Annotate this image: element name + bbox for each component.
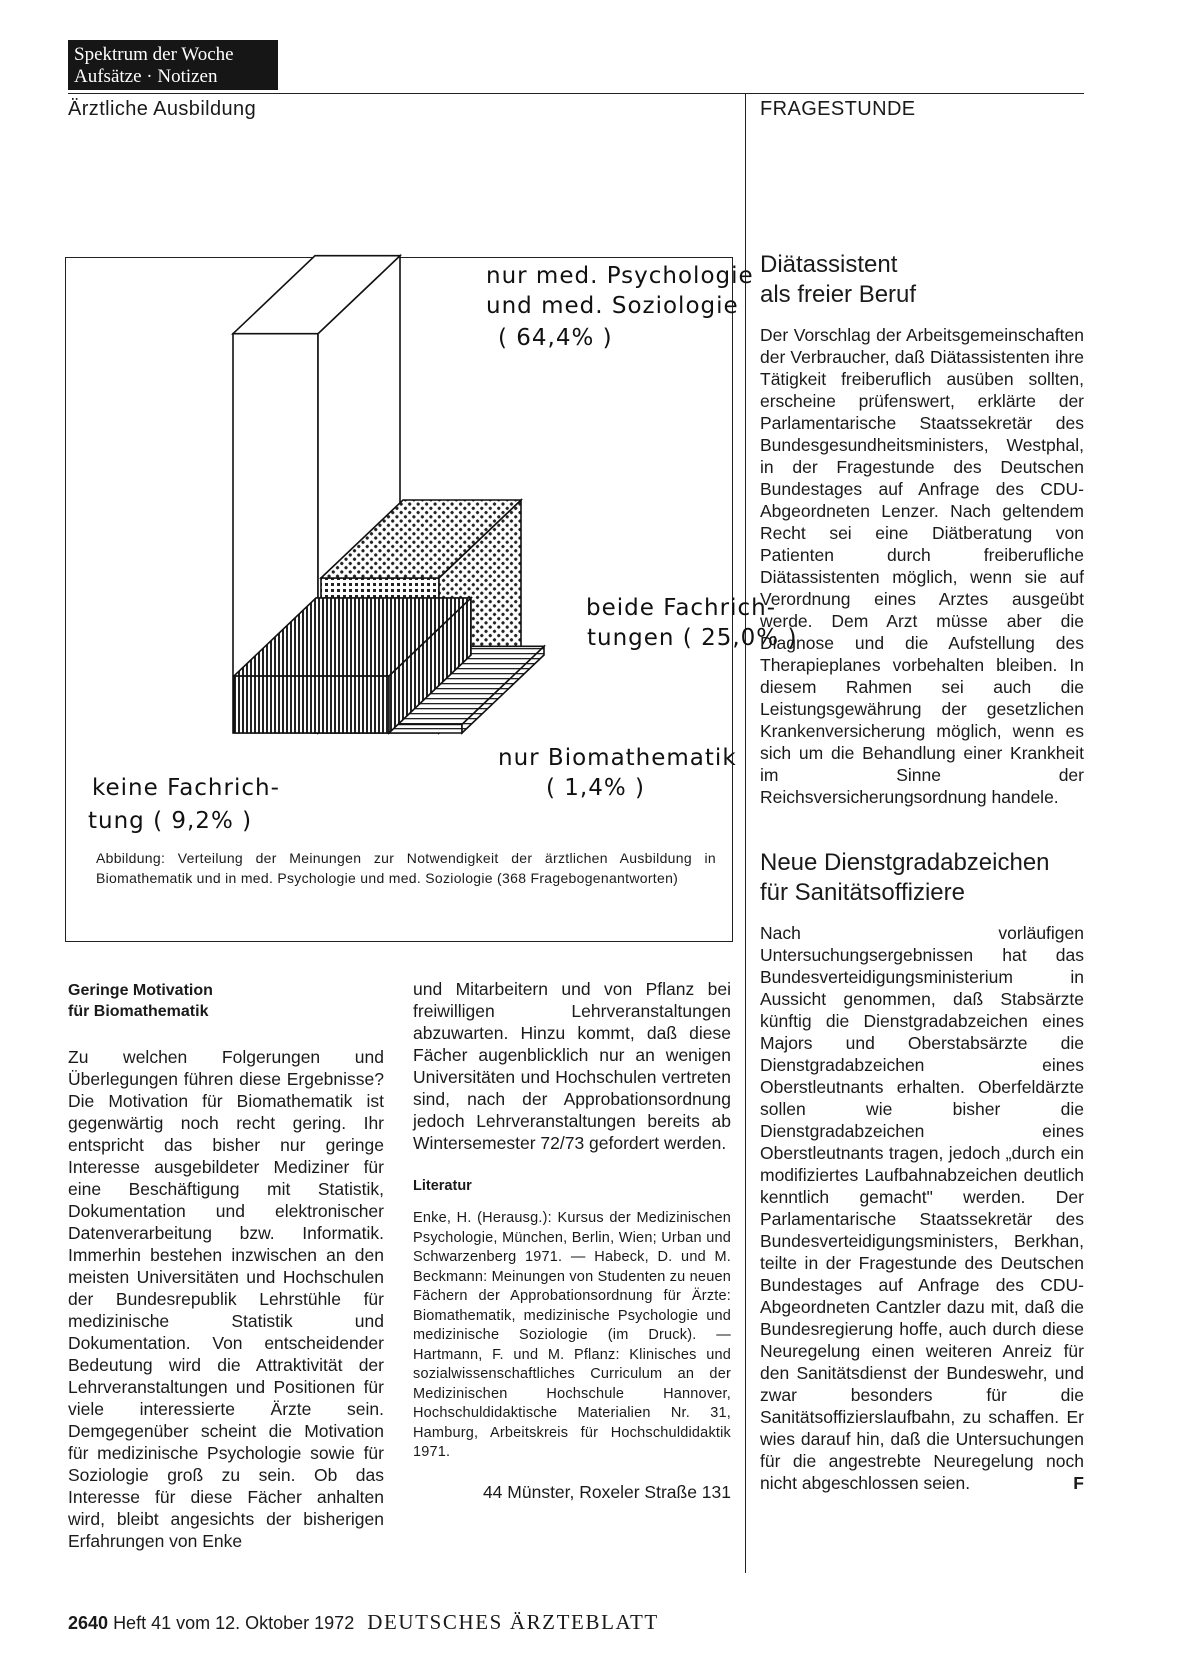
fragestunde-column <box>760 250 1084 1494</box>
label-bio-1: nur Biomathematik <box>498 745 737 771</box>
subheading-line-1: Geringe Motivation <box>68 982 213 999</box>
heading-diaetassistent-1: Diätassistent <box>760 251 898 278</box>
label-keine-2: tung ( 9,2% ) <box>88 808 253 834</box>
bar-keine-fachrichtung-front <box>234 676 389 733</box>
article-middle-body: und Mitarbeitern und von Pflanz bei freiwilligen Lehrveranstaltungen abzuwarten. Hinzu kommt, daß diese Fächer augenblicklich nur an wenigen Universitäten und Hochschulen vertreten sind, nach der Approbationsordnung jedoch Lehrveranstaltungen bereits ab Wintersemester 72/73 gefordert werden. <box>413 979 731 1153</box>
label-beide-2: tungen ( 25,0% ) <box>587 625 798 651</box>
bar-chart-3d <box>66 258 798 943</box>
heading-dienstgrad-2: für Sanitätsoffiziere <box>760 879 965 906</box>
body-diaetassistent: Der Vorschlag der Arbeitsgemeinschaften der Verbraucher, daß Diätassistenten ihre Tätigkeit freiberuflich ausüben sollten, erscheine prüfenswert, erklärte der Parlamentarische Staatssekretär des Bundesgesundheitsministers, Westphal, in der Fragestunde des Deutschen Bundestages auf Anfrage des CDU-Abgeordneten Lenzer. Nach geltendem Recht sei eine Diätberatung von Patienten durch freiberufliche Diätassistenten möglich, wenn sie auf Verordnung eines Arztes ausgeübt werde. Dem Arzt müsse aber die Diagnose und die Aufstellung des Therapieplanes vorbehalten bleiben. In diesem Rahmen sei auch die Leistungsgewährung der gesetzlichen Krankenversicherung möglich, wenn es sich um die Behandlung einer Krankheit im Sinne der Reichsversicherungsordnung handele. <box>760 325 1084 807</box>
label-psychologie-2: und med. Soziologie <box>486 293 739 319</box>
magazine-title: DEUTSCHES ÄRZTEBLATT <box>367 1610 659 1634</box>
badge-line-1: Spektrum der Woche <box>74 44 234 65</box>
article-middle-column <box>413 978 731 1503</box>
figure-box <box>65 257 798 942</box>
heading-diaetassistent-2: als freier Beruf <box>760 281 917 308</box>
label-beide-1: beide Fachrich- <box>586 595 777 621</box>
literatur-heading: Literatur <box>413 1178 472 1194</box>
issue-info: Heft 41 vom 12. Oktober 1972 <box>113 1613 355 1633</box>
rubric-left: Ärztliche Ausbildung <box>68 98 257 120</box>
author-address: 44 Münster, Roxeler Straße 131 <box>482 1481 731 1502</box>
column-divider <box>745 93 746 1573</box>
figure-caption: Abbildung: Verteilung der Meinungen zur Notwendigkeit der ärztlichen Ausbildung in Biomathematik und in med. Psychologie und med. Soziologie (368 Fragebogenantworten) <box>96 850 716 886</box>
label-keine-1: keine Fachrich- <box>92 775 280 801</box>
article-left-body: Zu welchen Folgerungen und Überlegungen führen diese Ergebnisse? Die Motivation für Biomathematik ist gegenwärtig noch recht gering. Ihr entspricht das bisher nur geringe Interesse ausgebildeter Mediziner für eine Beschäftigung mit Statistik, Dokumentation und elektronischer Datenverarbeitung bzw. Informatik. Immerhin bestehen inzwischen an den meisten Universitäten und Hochschulen der Bundesrepublik Lehrstühle für medizinische Statistik und Dokumentation. Von entscheidender Bedeutung wird die Attraktivität der Lehrveranstaltungen und Positionen für viele interessierte Ärzte sein. Demgegenüber scheint die Motivation für medizinische Psychologie sowie für Soziologie groß zu sein. Ob das Interesse für diese Fächer anhalten wird, bleibt angesichts der bisherigen Erfahrungen von Enke <box>68 1047 384 1551</box>
header-rule <box>68 93 1084 94</box>
subheading-line-2: für Biomathematik <box>68 1003 209 1020</box>
heading-dienstgrad-1: Neue Dienstgradabzeichen <box>760 849 1050 876</box>
page-number: 2640 <box>68 1613 109 1633</box>
page-footer <box>68 1610 659 1635</box>
body-dienstgrad <box>760 922 1084 1494</box>
article-left-column <box>68 980 384 1552</box>
rubric-right: FRAGESTUNDE <box>760 98 916 120</box>
section-badge <box>68 40 278 90</box>
label-psychologie-3: ( 64,4% ) <box>498 325 613 351</box>
body-dienstgrad-text: Nach vorläufigen Untersuchungsergebnissen hat das Bundesverteidigungsministerium in Aussicht genommen, daß Stabsärzte künftig die Dienstgradabzeichen eines Majors und Oberstabsärzte die Dienstgradabzeichen eines Oberstleutnants erhalten. Oberfeldärzte sollen wie bisher die Dienstgradabzeichen eines Oberstleutnants tragen, jedoch „durch ein modifiziertes Laufbahnabzeichen deutlich kenntlich gemacht" werden. Der Parlamentarische Staatssekretär des Bundesverteidigungsministers, Berkhan, teilte in der Fragestunde des Deutschen Bundestages auf Anfrage des CDU-Abgeordneten Cantzler dazu mit, daß die Bundesregierung hoffe, auch durch diese Neuregelung einen weiteren Anreiz für den Sanitätsdienst der Bundeswehr, und zwar besonders für die Sanitätsoffizierslaufbahn, zu schaffen. Er wies darauf hin, daß die Untersuchungen für die angestrebte Neuregelung noch nicht abgeschlossen seien. <box>760 923 1084 1493</box>
label-bio-2: ( 1,4% ) <box>546 775 646 801</box>
badge-line-2: Aufsätze · Notizen <box>74 66 218 87</box>
literatur-text: Enke, H. (Herausg.): Kursus der Medizinischen Psychologie, München, Berlin, Wien; Urban und Schwarzenberg 1971. — Habeck, D. und M. Beckmann: Meinungen von Studenten zu neuen Fächern der Approbationsordnung für Ärzte: Biomathematik, medizinische Psychologie und medizinische Soziologie (im Druck). — Hartmann, F. und M. Pflanz: Klinisches und sozialwissenschaftliches Curriculum an der Medizinischen Hochschule Hannover, Hochschuldidaktische Materialien Nr. 31, Hamburg, Arbeitskreis für Hochschuldidaktik 1971. <box>413 1210 731 1460</box>
author-signature: F <box>1073 1473 1084 1493</box>
label-psychologie-1: nur med. Psychologie <box>486 263 754 289</box>
